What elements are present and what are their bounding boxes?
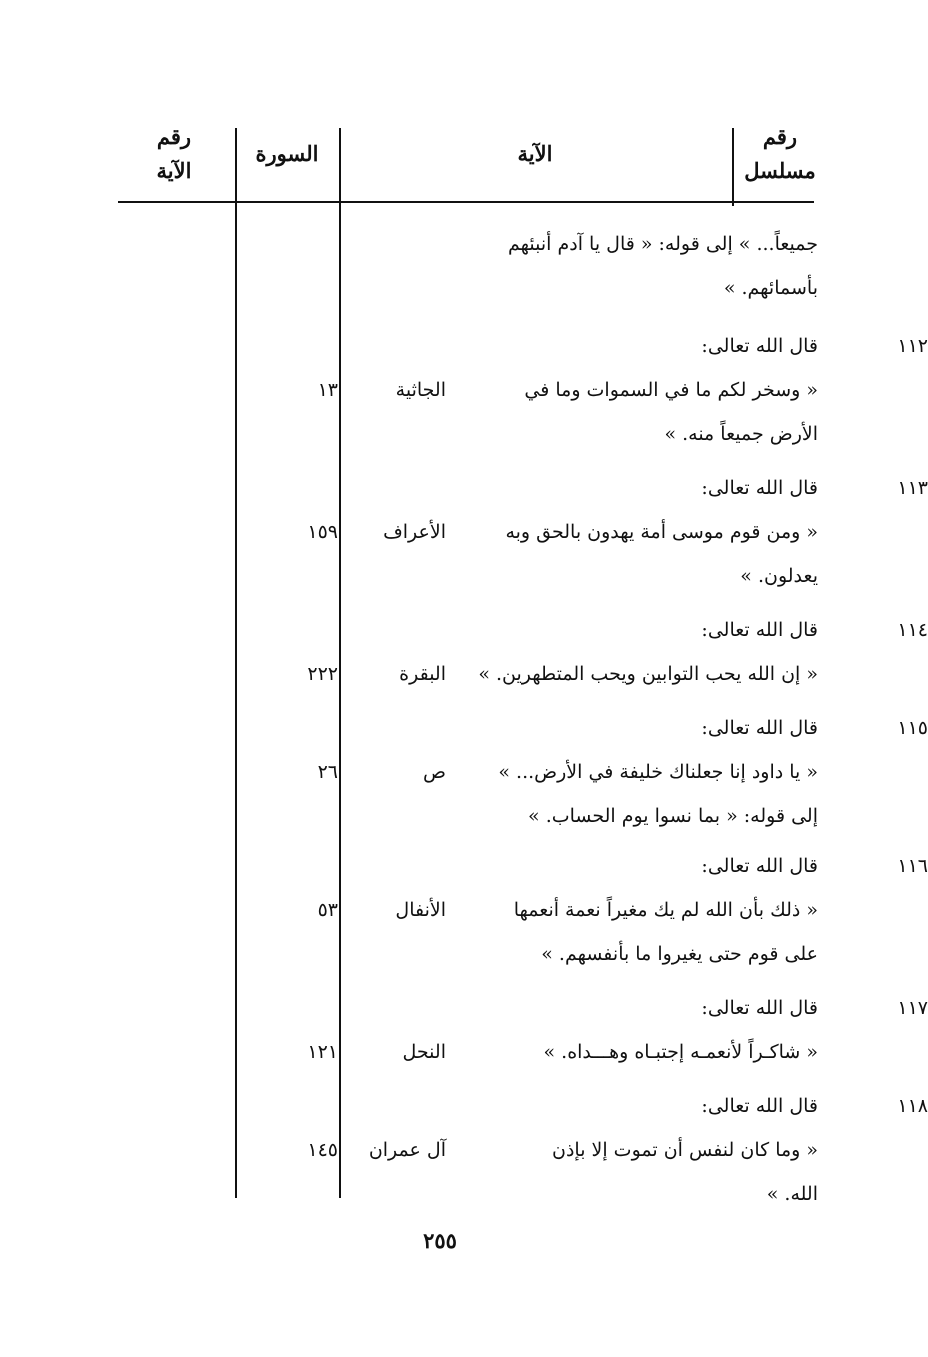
serial-number: ١١٣	[897, 477, 928, 499]
header-ayah-number-line-2: الآية	[156, 158, 192, 183]
ayah-text	[466, 706, 818, 838]
serial-number: ١١٦	[897, 855, 928, 877]
header-ayah-label: الآية	[517, 141, 553, 166]
ayah-number: ٢٢٢	[307, 663, 338, 685]
surah-name: الأعراف	[383, 521, 446, 543]
ayah-line: قال الله تعالى:	[701, 1095, 818, 1117]
header-ayah-number	[118, 120, 230, 188]
ayah-line: « ذلك بأن الله لم يك مغيراً نعمة أنعمها	[513, 899, 818, 921]
surah-name: آل عمران	[368, 1139, 446, 1161]
ayah-line: « ومن قوم موسى أمة يهدون بالحق وبه	[505, 521, 818, 543]
ayah-line: قال الله تعالى:	[701, 619, 818, 641]
ayah-text	[466, 324, 818, 456]
ayah-text	[466, 466, 818, 598]
header-serial-number	[730, 120, 830, 188]
ayah-number: ٢٦	[317, 761, 338, 783]
serial-number: ١١٨	[897, 1095, 928, 1117]
ayah-line: « إن الله يحب التوابين ويحب المتطهرين. »	[478, 663, 818, 685]
ayah-text	[466, 222, 818, 310]
ayah-line: « وسخر لكم ما في السموات وما في	[524, 379, 818, 401]
serial-number: ١١٧	[897, 997, 928, 1019]
serial-number: ١١٤	[897, 619, 928, 641]
serial-number: ١١٢	[897, 335, 928, 357]
ayah-text	[466, 844, 818, 976]
ayah-line: قال الله تعالى:	[701, 717, 818, 739]
header-ayah-number-line-1: رقم	[156, 124, 192, 149]
header-serial-line-1: رقم	[762, 124, 798, 149]
ayah-line: « يا داود إنا جعلناك خليفة في الأرض... »	[498, 761, 818, 783]
column-divider-ayah	[339, 128, 341, 1198]
page-number: ٢٥٥	[423, 1228, 457, 1253]
ayah-line: على قوم حتى يغيروا ما بأنفسهم. »	[541, 943, 818, 965]
ayah-line: « شاكـراً لأنعمـه إجتبـاه وهـــداه. »	[543, 1041, 818, 1063]
ayah-line: الأرض جميعاً منه. »	[664, 423, 818, 445]
column-divider-surah	[235, 128, 237, 1198]
ayah-line: قال الله تعالى:	[701, 335, 818, 357]
ayah-number: ١٤٥	[307, 1139, 338, 1161]
ayah-text	[466, 608, 818, 696]
surah-name: النحل	[402, 1041, 446, 1063]
surah-name: البقرة	[399, 663, 446, 685]
ayah-line: بأسمائهم. »	[723, 277, 818, 299]
ayah-line: قال الله تعالى:	[701, 997, 818, 1019]
header-ayah	[345, 137, 725, 171]
ayah-line: قال الله تعالى:	[701, 855, 818, 877]
ayah-number: ١٢١	[307, 1041, 338, 1063]
ayah-number: ٥٣	[317, 899, 338, 921]
ayah-line: الله. »	[766, 1183, 818, 1205]
surah-name: الجاثية	[395, 379, 446, 401]
ayah-line: جميعاً... » إلى قوله: « قال يا آدم أنبئهم	[508, 233, 818, 255]
surah-name: ص	[423, 761, 446, 783]
ayah-line: إلى قوله: « بما نسوا يوم الحساب. »	[528, 805, 818, 827]
ayah-number: ١٣	[317, 379, 338, 401]
ayah-text	[466, 986, 818, 1074]
header-rule	[118, 201, 814, 203]
header-surah-label: السورة	[255, 141, 319, 166]
ayah-number: ١٥٩	[307, 521, 338, 543]
surah-name: الأنفال	[395, 899, 446, 921]
serial-number: ١١٥	[897, 717, 928, 739]
header-serial-line-2: مسلسل	[744, 158, 816, 183]
ayah-line: يعدلون. »	[740, 565, 818, 587]
ayah-line: « وما كان لنفس أن تموت إلا بإذن	[552, 1139, 818, 1161]
column-divider-serial	[732, 128, 734, 206]
header-surah	[237, 137, 337, 171]
ayah-text	[466, 1084, 818, 1216]
ayah-line: قال الله تعالى:	[701, 477, 818, 499]
